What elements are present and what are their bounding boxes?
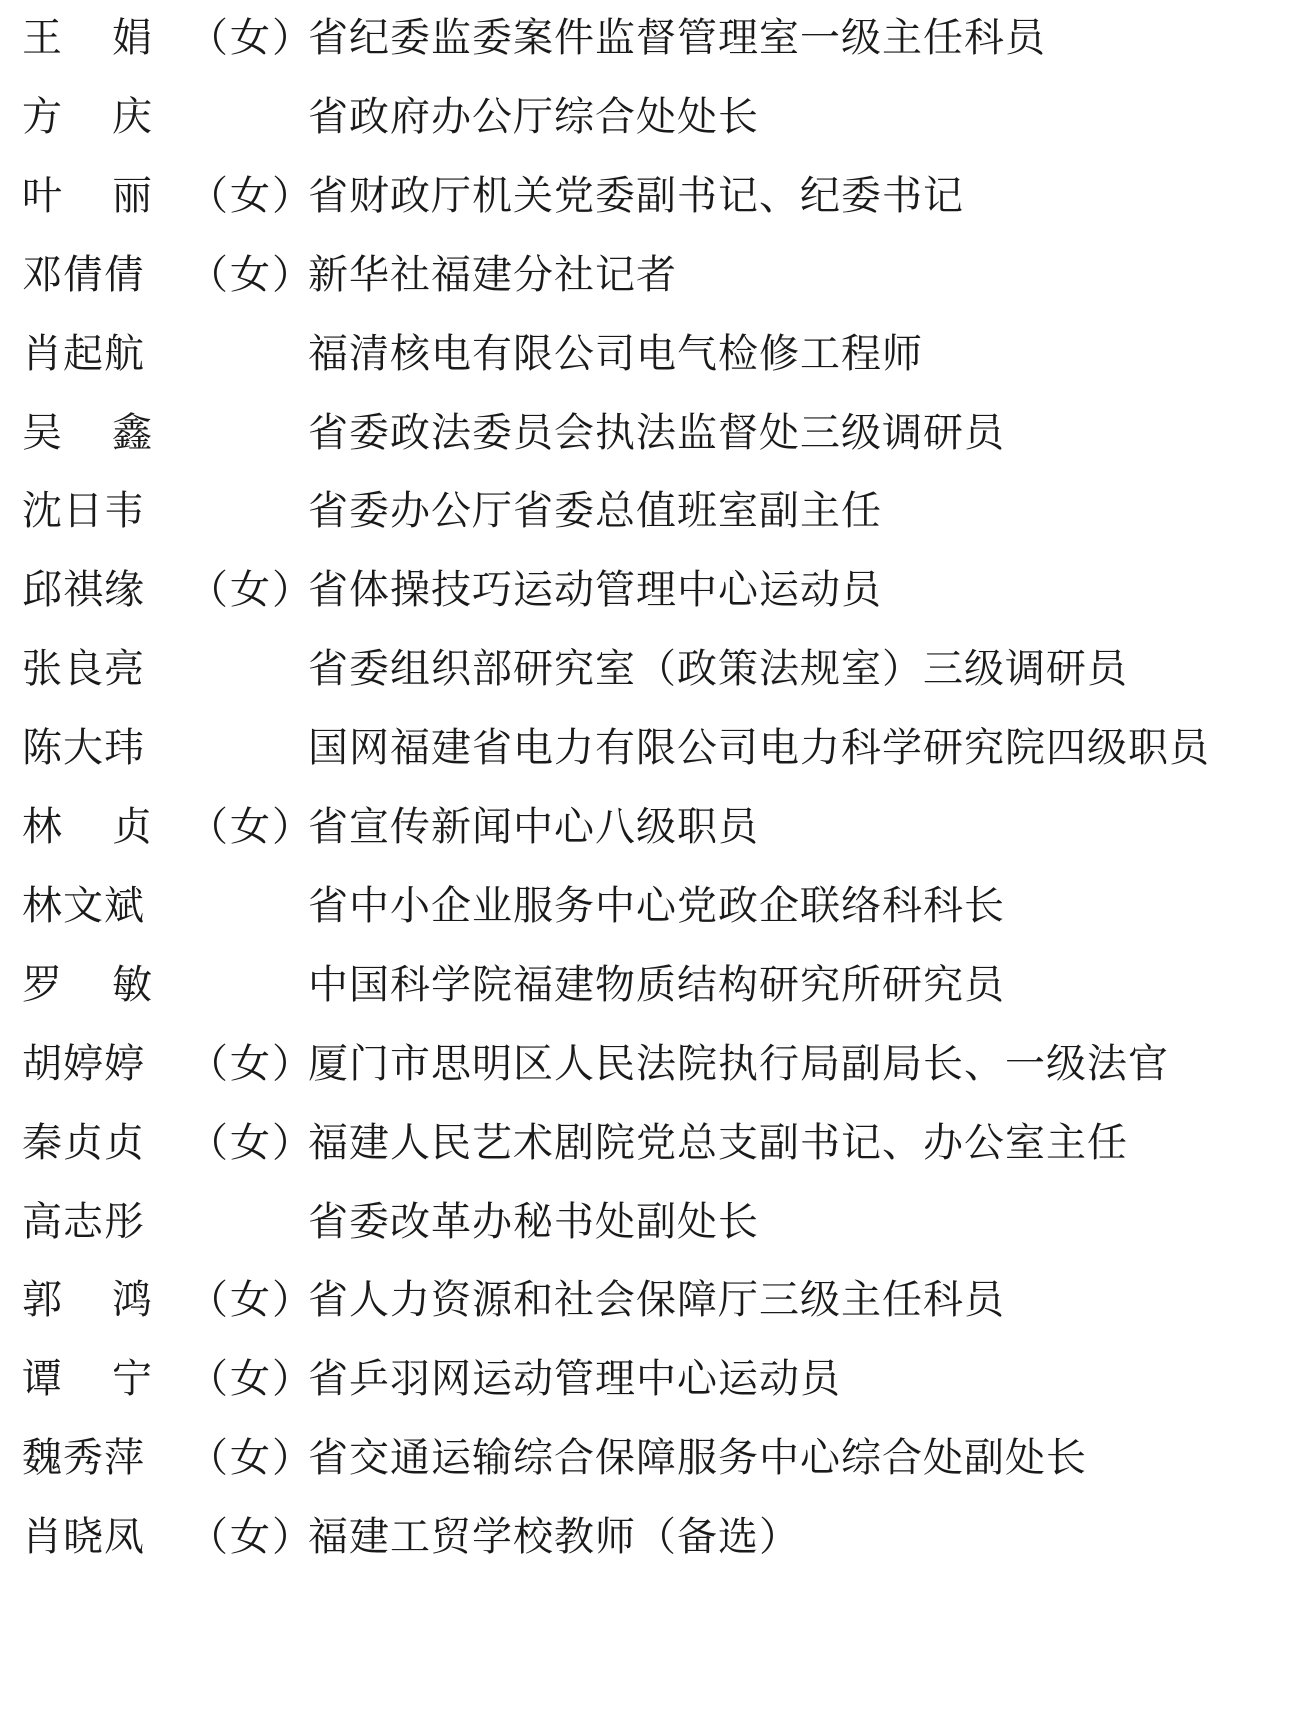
list-row: [0, 550, 1300, 630]
job-title: 省交通运输综合保障服务中心综合处副处长: [308, 1435, 1087, 1482]
name-char: 王: [22, 15, 62, 61]
job-title: 厦门市思明区人民法院执行局副局长、一级法官: [308, 1040, 1169, 1087]
list-row: [0, 1260, 1300, 1340]
job-title: 省委组织部研究室（政策法规室）三级调研员: [308, 646, 1128, 693]
list-row: [0, 787, 1300, 867]
job-title: 福清核电有限公司电气检修工程师: [308, 330, 923, 377]
name-char: 郭: [22, 1277, 62, 1324]
person-name: 肖起航: [22, 330, 145, 377]
job-title: 中国科学院福建物质结构研究所研究员: [308, 961, 1005, 1008]
job-title: 省委政法委员会执法监督处三级调研员: [308, 409, 1005, 456]
person-name: 秦贞贞: [22, 1119, 145, 1166]
name-char: 庆: [112, 93, 152, 140]
job-title: 省宣传新闻中心八级职员: [308, 804, 759, 850]
job-title: 省委办公厅省委总值班室副主任: [308, 488, 882, 535]
person-name: [22, 0, 152, 78]
job-title: 省财政厅机关党委副书记、纪委书记: [308, 172, 964, 219]
gender-note: （女）: [188, 1119, 314, 1166]
person-name: 张良亮: [22, 646, 145, 693]
job-title: 新华社福建分社记者: [308, 251, 677, 298]
list-row: [0, 156, 1300, 236]
gender-note: （女）: [188, 1040, 314, 1087]
job-title: 福建工贸学校教师（备选）: [308, 1514, 800, 1561]
job-title: 省纪委监委案件监督管理室一级主任科员: [308, 15, 1046, 61]
name-char: 鸿: [112, 1277, 152, 1324]
person-name: 邱祺缘: [22, 567, 145, 614]
gender-note: （女）: [188, 804, 314, 850]
list-row: [0, 393, 1300, 473]
list-row: [0, 0, 1300, 78]
job-title: 国网福建省电力有限公司电力科学研究院四级职员: [308, 725, 1210, 772]
list-row: [0, 314, 1300, 394]
name-char: 叶: [22, 172, 62, 219]
gender-note: （女）: [188, 567, 314, 614]
person-name: [22, 156, 152, 236]
list-row: [0, 235, 1300, 315]
list-row: [0, 945, 1300, 1025]
name-char: 林: [22, 804, 62, 850]
name-char: 娟: [112, 15, 152, 61]
person-name: 邓倩倩: [22, 251, 145, 298]
list-row: [0, 1418, 1300, 1498]
job-title: 省中小企业服务中心党政企联络科科长: [308, 882, 1005, 929]
job-title: 省体操技巧运动管理中心运动员: [308, 567, 882, 614]
list-row: [0, 1339, 1300, 1419]
person-name: 胡婷婷: [22, 1040, 145, 1087]
list-row: [0, 866, 1300, 946]
name-char: 丽: [112, 172, 152, 219]
person-name: 肖晓凤: [22, 1514, 145, 1561]
person-name: [22, 787, 152, 867]
gender-note: （女）: [188, 15, 314, 61]
list-row: [0, 629, 1300, 709]
name-char: 方: [22, 93, 62, 140]
person-name: [22, 1339, 152, 1419]
person-name: [22, 77, 152, 157]
job-title: 省委改革办秘书处副处长: [308, 1198, 759, 1245]
person-name: 陈大玮: [22, 725, 145, 772]
gender-note: （女）: [188, 1514, 314, 1561]
name-char: 罗: [22, 961, 62, 1008]
name-char: 鑫: [112, 409, 152, 456]
job-title: 省乒羽网运动管理中心运动员: [308, 1356, 841, 1403]
person-name: 林文斌: [22, 882, 145, 929]
person-name: 魏秀萍: [22, 1435, 145, 1482]
list-row: [0, 1103, 1300, 1183]
job-title: 福建人民艺术剧院党总支副书记、办公室主任: [308, 1119, 1128, 1166]
name-char: 贞: [112, 804, 152, 850]
gender-note: （女）: [188, 172, 314, 219]
job-title: 省人力资源和社会保障厅三级主任科员: [308, 1277, 1005, 1324]
person-name: [22, 1260, 152, 1340]
gender-note: （女）: [188, 1277, 314, 1324]
person-name: [22, 393, 152, 473]
list-row: [0, 708, 1300, 788]
list-row: [0, 1024, 1300, 1104]
name-char: 吴: [22, 409, 62, 456]
name-char: 谭: [22, 1356, 62, 1403]
person-name: 高志彤: [22, 1198, 145, 1245]
gender-note: （女）: [188, 1435, 314, 1482]
list-row: [0, 471, 1300, 551]
job-title: 省政府办公厅综合处处长: [308, 93, 759, 140]
person-name: 沈日韦: [22, 488, 145, 535]
gender-note: （女）: [188, 251, 314, 298]
gender-note: （女）: [188, 1356, 314, 1403]
list-row: [0, 77, 1300, 157]
person-name: [22, 945, 152, 1025]
list-row: [0, 1182, 1300, 1262]
name-char: 敏: [112, 961, 152, 1008]
list-row: [0, 1497, 1300, 1577]
name-char: 宁: [112, 1356, 152, 1403]
